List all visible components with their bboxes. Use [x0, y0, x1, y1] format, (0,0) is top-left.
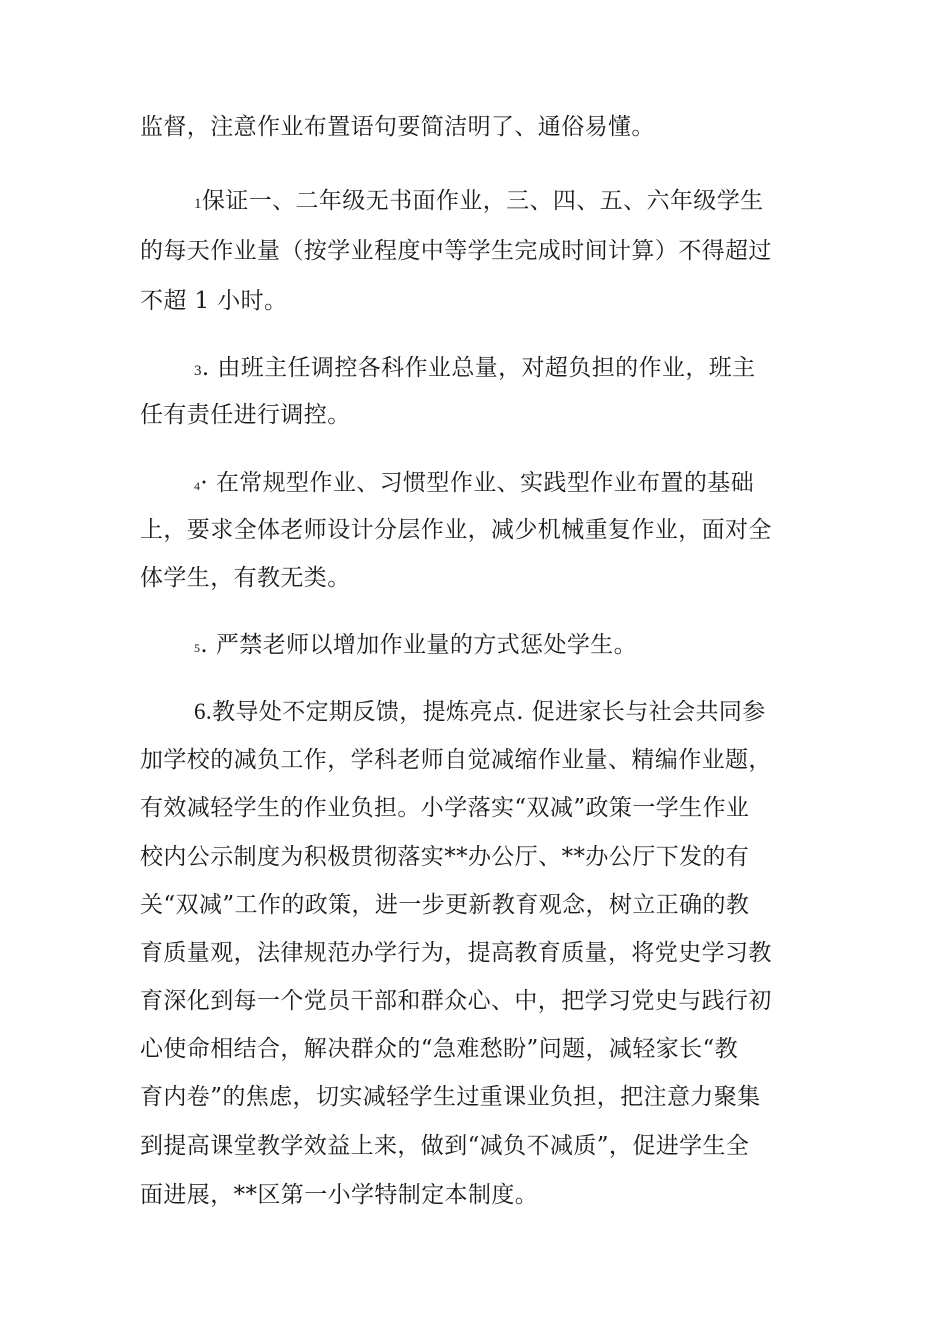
text-line: . 由班主任调控各科作业总量，对超负担的作业，班主 — [201, 355, 756, 381]
numbered-item-5: 5. 严禁老师以增加作业量的方式惩处学生。 — [194, 632, 638, 658]
text-line: 育内卷”的焦虑，切实减轻学生过重课业负担，把注意力聚集 — [140, 1084, 761, 1110]
numbered-item-4 — [194, 468, 754, 501]
text-line: 保证一、二年级无书面作业，三、四、五、六年级学生 — [201, 188, 764, 214]
text-line: 监督，注意作业布置语句要简洁明了、通俗易懂。 — [140, 114, 655, 140]
text-line: 不超 1 小时。 — [140, 288, 288, 314]
text-line: 关“双减”工作的政策，进一步更新教育观念，树立正确的教 — [140, 892, 750, 918]
item-number: 6. — [194, 699, 213, 724]
text-line: 上，要求全体老师设计分层作业，减少机械重复作业，面对全 — [140, 517, 772, 543]
text-line: 有效减轻学生的作业负担。小学落实“双减”政策一学生作业 — [140, 795, 750, 821]
numbered-item-6 — [194, 697, 766, 727]
text-line: 育深化到每一个党员干部和群众心、中，把学习党史与践行初 — [140, 988, 772, 1014]
item-number: 4 — [194, 479, 201, 493]
text-line: 面进展，**区第一小学特制定本制度。 — [140, 1182, 539, 1208]
text-line: 的每天作业量（按学业程度中等学生完成时间计算）不得超过 — [140, 238, 772, 264]
item-number: 1 — [194, 196, 202, 212]
item-number: 5 — [194, 641, 201, 655]
text-line: 体学生，有教无类。 — [140, 565, 351, 591]
numbered-item-1 — [194, 186, 764, 219]
item-number: 3 — [194, 363, 202, 379]
text-line: 心使命相结合，解决群众的“急难愁盼”问题，减轻家长“教 — [140, 1036, 739, 1062]
text-line: 到提高课堂教学效益上来，做到“减负不减质”，促进学生全 — [140, 1133, 750, 1159]
numbered-item-3 — [194, 353, 756, 386]
text-line: 加学校的减负工作，学科老师自觉减缩作业量、精编作业题， — [140, 747, 772, 773]
text-line: 育质量观，法律规范办学行为，提高教育质量，将党史学习教 — [140, 940, 772, 966]
text-line: 任有责任进行调控。 — [140, 402, 351, 428]
text-line: 校内公示制度为积极贯彻落实**办公厅、**办公厅下发的有 — [140, 844, 750, 870]
text-line: 教导处不定期反馈，提炼亮点. 促进家长与社会共同参 — [212, 699, 766, 725]
text-line: · 在常规型作业、习惯型作业、实践型作业布置的基础 — [200, 470, 755, 496]
text-line: 严禁老师以增加作业量的方式惩处学生。 — [215, 632, 638, 658]
